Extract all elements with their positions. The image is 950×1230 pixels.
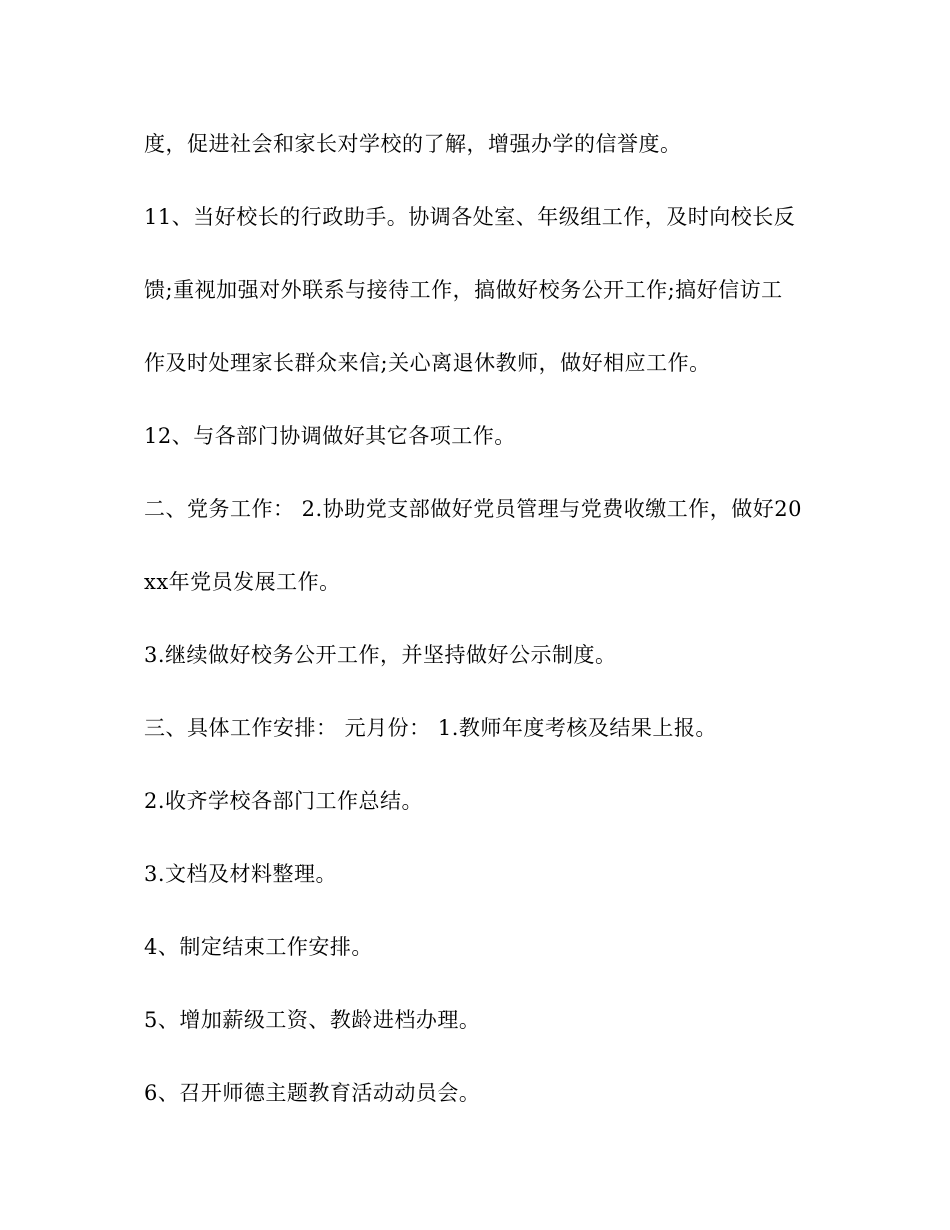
text-line: 12、与各部门协调做好其它各项工作。 [144,424,516,448]
text-line: 3.继续做好校务公开工作，并坚持做好公示制度。 [144,643,617,667]
text-line: xx年党员发展工作。 [144,570,341,594]
text-line: 三、具体工作安排： 元月份： 1.教师年度考核及结果上报。 [144,716,717,740]
text-line: 2.收齐学校各部门工作总结。 [144,789,424,813]
text-line: 5、增加薪级工资、教龄进档办理。 [144,1008,481,1032]
text-line: 6、召开师德主题教育活动动员会。 [144,1081,481,1105]
text-line: 作及时处理家长群众来信;关心离退休教师，做好相应工作。 [144,351,711,375]
text-line: 度，促进社会和家长对学校的了解，增强办学的信誉度。 [144,132,682,156]
text-line: 3.文档及材料整理。 [144,862,338,886]
text-line: 11、当好校长的行政助手。协调各处室、年级组工作，及时向校长反 [144,205,796,229]
text-line: 馈;重视加强对外联系与接待工作，搞做好校务公开工作;搞好信访工 [144,278,783,302]
text-line: 4、制定结束工作安排。 [144,935,373,959]
text-line: 二、党务工作： 2.协助党支部做好党员管理与党费收缴工作，做好20 [144,497,802,521]
